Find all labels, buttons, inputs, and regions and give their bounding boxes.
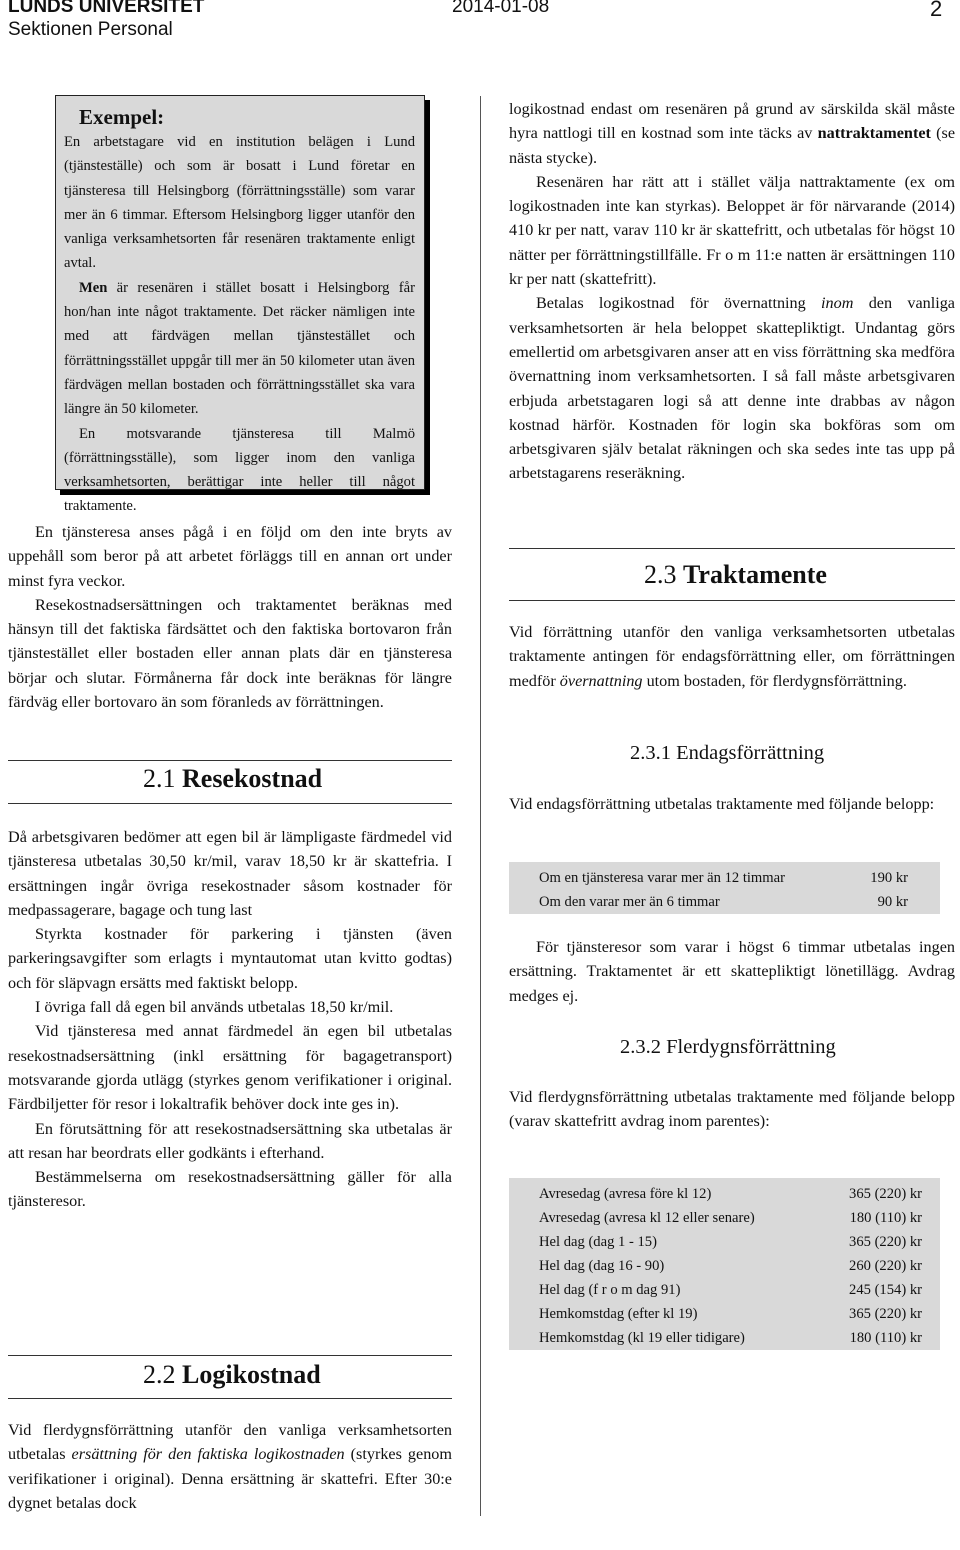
paragraph-endags-belopp: Vid endagsförrättning utbetalas traktamente med följande belopp:	[509, 795, 935, 813]
table-row	[509, 1326, 940, 1350]
section-divider	[8, 760, 452, 761]
example-paragraph-2: Men är resenären i stället bosatt i Helsingborg får hon/han inte något traktamente. Det räcker nämligen inte med att färdvägen mellan tjänstestället och förrättningsstället uppgår till mer än 50 kilometer utan även färdvägen mellan bostaden och förrättningsstället ska vara längre än 50 kilometer.	[64, 279, 415, 418]
table-cell-value: 365 (220) kr	[849, 1234, 922, 1250]
paragraph-annat-fardmedel: Vid tjänsteresa med annat färdmedel än egen bil utbetalas resekostnadsersättning (inkl ersättning för bagagetransport) motsvarande gjorda utlägg (styrkes genom verifikationer i original. Färdbiljetter för resor i lokaltrafik behöver dock inte ges in).	[8, 1022, 452, 1114]
right-column-endags	[509, 792, 955, 816]
paragraph-egen-bil: Då arbetsgivaren bedömer att egen bil är lämpligaste färdmedel vid tjänsteresa utbetalas 30,50 kr/mil, varav 18,50 kr är skattefria. I ersättningen ingår övriga resekostnader såsom kostnader för medpassagerare, bagage och tung last	[8, 828, 452, 919]
left-column-resekostnad	[8, 825, 452, 1214]
endags-table	[509, 862, 940, 914]
section-divider	[8, 1355, 452, 1356]
table-cell-label: Hel dag (dag 1 - 15)	[539, 1234, 657, 1250]
table-cell-label: Hemkomstdag (efter kl 19)	[539, 1306, 698, 1322]
example-box	[55, 95, 425, 515]
table-cell-value: 245 (154) kr	[849, 1282, 922, 1298]
right-column-traktamente	[509, 620, 955, 693]
table-row	[509, 1182, 940, 1206]
table-cell-label: Om den varar mer än 6 timmar	[539, 894, 720, 910]
heading-logikostnad: 2.2 Logikostnad	[143, 1360, 321, 1389]
university-name: LUNDS UNIVERSITET	[8, 0, 205, 17]
table-cell-value: 365 (220) kr	[849, 1186, 922, 1202]
table-cell-label: Avresedag (avresa kl 12 eller senare)	[539, 1210, 755, 1226]
table-cell-value: 180 (110) kr	[849, 1330, 922, 1346]
department-name: Sektionen Personal	[8, 19, 173, 40]
left-column-intro	[8, 520, 452, 714]
example-emphasis: Men	[79, 279, 108, 296]
table-cell-label: Hel dag (f r o m dag 91)	[539, 1282, 681, 1298]
table-row	[509, 1254, 940, 1278]
page-header	[8, 0, 308, 41]
table-cell-label: Hel dag (dag 16 - 90)	[539, 1258, 665, 1274]
header-date: 2014-01-08	[452, 0, 550, 17]
paragraph-logikostnad-forts: logikostnad endast om resenären på grund av särskilda skäl måste hyra nattlogi till en kostnad som inte täcks av nattraktamentet (se nästa stycke).	[509, 100, 956, 167]
left-column-logikostnad	[8, 1418, 452, 1515]
paragraph-tjansteresa: En tjänsteresa anses pågå i en följd om den inte bryts av uppehåll som beror på att arbetet förläggs till en annan ort under minst fyra veckor.	[8, 523, 452, 590]
paragraph-inom-verksamhetsorten: Betalas logikostnad för övernattning inom den vanliga verksamhetsorten är hela beloppet skattepliktigt. Undantag görs emellertid om arbetsgivaren anser att en viss förrättning ska medföra övernattning inom verksamhetsorten. I så fall måste arbetsgivaren erbjuda arbetstagaren logi så att denne inte drabbas av någon kostnad härför. Kostnaden för login ska bokföras som om arbetsgivaren själv betalat räkningen och ska sedes inte tas upp på arbetstagarens reseräkning.	[509, 294, 955, 483]
paragraph-nattraktamente: Resenären har rätt att i stället välja nattraktamente (ex om logikostnaden inte kan styrkas). Beloppet är för närvarande (2014) 410 kr per natt, varav 110 kr är skattefritt, och utbetalas för högst 10 nätter per förrättningstillfälle. Fr o m 11:e natten är ersättningen 110 kr per natt (skattefritt).	[509, 172, 955, 289]
paragraph-ovriga-fall: I övriga fall då egen bil används utbetalas 18,50 kr/mil.	[35, 998, 394, 1017]
heading-flerdygnsforrattning: 2.3.2 Flerdygnsförrättning	[620, 1036, 836, 1058]
paragraph-flerdygn-logi: Vid flerdygnsförrättning utanför den vanliga verksamhetsorten utbetalas ersättning för den faktiska logikostnaden (styrkes genom verifikationer i original). Denna ersättning är skattefri. Efter 30:e dygnet betalas dock	[8, 1421, 452, 1512]
table-row	[509, 1206, 940, 1230]
table-cell-value: 260 (220) kr	[849, 1258, 922, 1274]
section-divider	[509, 548, 955, 549]
table-row	[509, 1278, 940, 1302]
paragraph-bestammelser: Bestämmelserna om resekostnadsersättning gäller för alla tjänsteresor.	[8, 1168, 452, 1211]
section-divider	[8, 1398, 452, 1399]
paragraph-parkering: Styrkta kostnader för parkering i tjänsten (även parkeringsavgifter som erlagts i myntautomat utan kvitto godtas) och för släpvagn ersätts med faktiskt belopp.	[8, 925, 452, 992]
paragraph-hogst-6-timmar: För tjänsteresor som varar i högst 6 timmar utbetalas ingen ersättning. Traktamentet är ett skattepliktigt lönetillägg. Avdrag medges ej.	[509, 938, 955, 1005]
paragraph-traktamente-intro: Vid förrättning utanför den vanliga verksamhetsorten utbetalas traktamente antingen för endagsförrättning eller, om förrättningen medför övernattning utom bostaden, för flerdygnsförrättning.	[509, 623, 955, 690]
table-row	[509, 1230, 940, 1254]
example-paragraph-1: En arbetstagare vid en institution belägen i Lund (tjänsteställe) och som är bosatt i Lund företar en tjänsteresa till Helsingborg (förrättningsställe) som varar mer än 6 timmar. Eftersom Helsingborg ligger utanför den vanliga verksamhetsorten får resenären traktamente enligt avtal.	[64, 134, 415, 272]
column-divider	[480, 96, 481, 1516]
section-divider	[509, 600, 955, 601]
paragraph-berakning: Resekostnadsersättningen och traktamentet beräknas med hänsyn till det faktiska färdsättet och den faktiska bortovaron från tjänstestället eller bostaden eller annan plats där en tjänsteresa börjar och slutar. Förmånerna får dock inte beräknas för längre färdväg eller bortovaro än som föranleds av förrättningen.	[8, 595, 452, 712]
paragraph-forutsattning: En förutsättning för att resekostnadsersättning ska utbetalas är att resan har beordrats eller godkänts i efterhand.	[8, 1119, 452, 1162]
table-cell-label: Avresedag (avresa före kl 12)	[539, 1186, 712, 1202]
table-row	[509, 890, 940, 914]
heading-endagsforrattning: 2.3.1 Endagsförrättning	[630, 742, 825, 764]
table-cell-value: 365 (220) kr	[849, 1306, 922, 1322]
table-cell-label: Hemkomstdag (kl 19 eller tidigare)	[539, 1330, 745, 1346]
example-paragraph-3: En motsvarande tjänsteresa till Malmö (förrättningsställe), som ligger inom den vanliga verksamhetsorten, berättigar inte heller till något traktamente.	[64, 425, 415, 515]
table-row	[509, 866, 940, 890]
heading-traktamente: 2.3 Traktamente	[644, 560, 827, 589]
flerdygn-table	[509, 1178, 940, 1350]
right-column-flerdygn	[509, 1085, 955, 1134]
table-row	[509, 1302, 940, 1326]
table-cell-value: 190 kr	[870, 870, 908, 886]
table-cell-label: Om en tjänsteresa varar mer än 12 timmar	[539, 870, 785, 886]
right-column-logikostnad	[509, 97, 955, 486]
example-title: Exempel:	[79, 105, 165, 129]
section-divider	[8, 803, 452, 804]
right-column-endags-note	[509, 935, 955, 1008]
page-number: 2	[930, 0, 943, 21]
table-cell-value: 180 (110) kr	[849, 1210, 922, 1226]
heading-resekostnad: 2.1 Resekostnad	[143, 764, 323, 793]
paragraph-flerdygn-belopp: Vid flerdygnsförrättning utbetalas traktamente med följande belopp (varav skattefritt avdrag inom parentes):	[509, 1088, 955, 1131]
table-cell-value: 90 kr	[877, 894, 908, 910]
